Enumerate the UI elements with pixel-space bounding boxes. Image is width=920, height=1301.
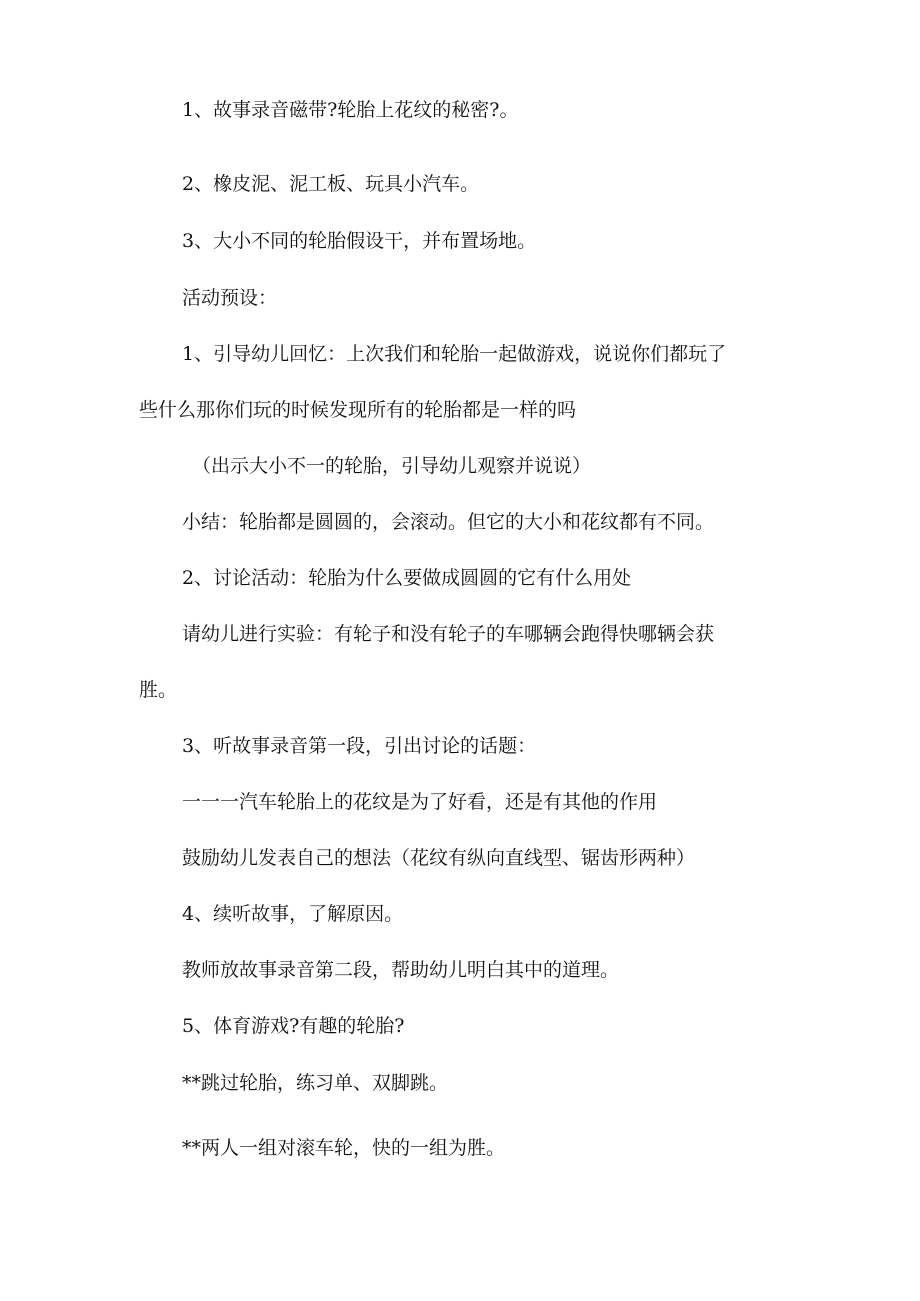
paragraph-step-1: 1、引导幼儿回忆：上次我们和轮胎一起做游戏，说说你们都玩了 xyxy=(182,343,727,365)
paragraph-experiment-cont: 胜。 xyxy=(139,679,178,701)
paragraph-step-4: 4、续听故事，了解原因。 xyxy=(182,903,404,925)
paragraph-question: 一一一汽车轮胎上的花纹是为了好看，还是有其他的作用 xyxy=(182,791,658,813)
paragraph-step-3: 3、听故事录音第一段，引出讨论的话题： xyxy=(182,735,537,757)
paragraph-encourage: 鼓励幼儿发表自己的想法（花纹有纵向直线型、锯齿形两种） xyxy=(182,847,696,869)
paragraph-step-1-cont: 些什么那你们玩的时候发现所有的轮胎都是一样的吗 xyxy=(139,399,577,421)
paragraph-step-2: 2、讨论活动：轮胎为什么要做成圆圆的它有什么用处 xyxy=(182,567,632,589)
paragraph-experiment: 请幼儿进行实验：有轮子和没有轮子的车哪辆会跑得快哪辆会获 xyxy=(182,623,715,645)
list-item-materials-2: 2、橡皮泥、泥工板、玩具小汽车。 xyxy=(182,173,480,195)
list-item-materials-1: 1、故事录音磁带?轮胎上花纹的秘密?。 xyxy=(182,99,519,121)
paragraph-note: （出示大小不一的轮胎，引导幼儿观察并说说） xyxy=(192,455,592,477)
paragraph-game-2: **两人一组对滚车轮，快的一组为胜。 xyxy=(182,1137,506,1159)
paragraph-teacher: 教师放故事录音第二段，帮助幼儿明白其中的道理。 xyxy=(182,959,620,981)
paragraph-summary: 小结：轮胎都是圆圆的，会滚动。但它的大小和花纹都有不同。 xyxy=(182,511,715,533)
section-heading: 活动预设： xyxy=(182,287,278,309)
paragraph-step-5: 5、体育游戏?有趣的轮胎? xyxy=(182,1015,405,1037)
list-item-materials-3: 3、大小不同的轮胎假设干，并布置场地。 xyxy=(182,230,537,252)
paragraph-game-1: **跳过轮胎，练习单、双脚跳。 xyxy=(182,1072,449,1094)
